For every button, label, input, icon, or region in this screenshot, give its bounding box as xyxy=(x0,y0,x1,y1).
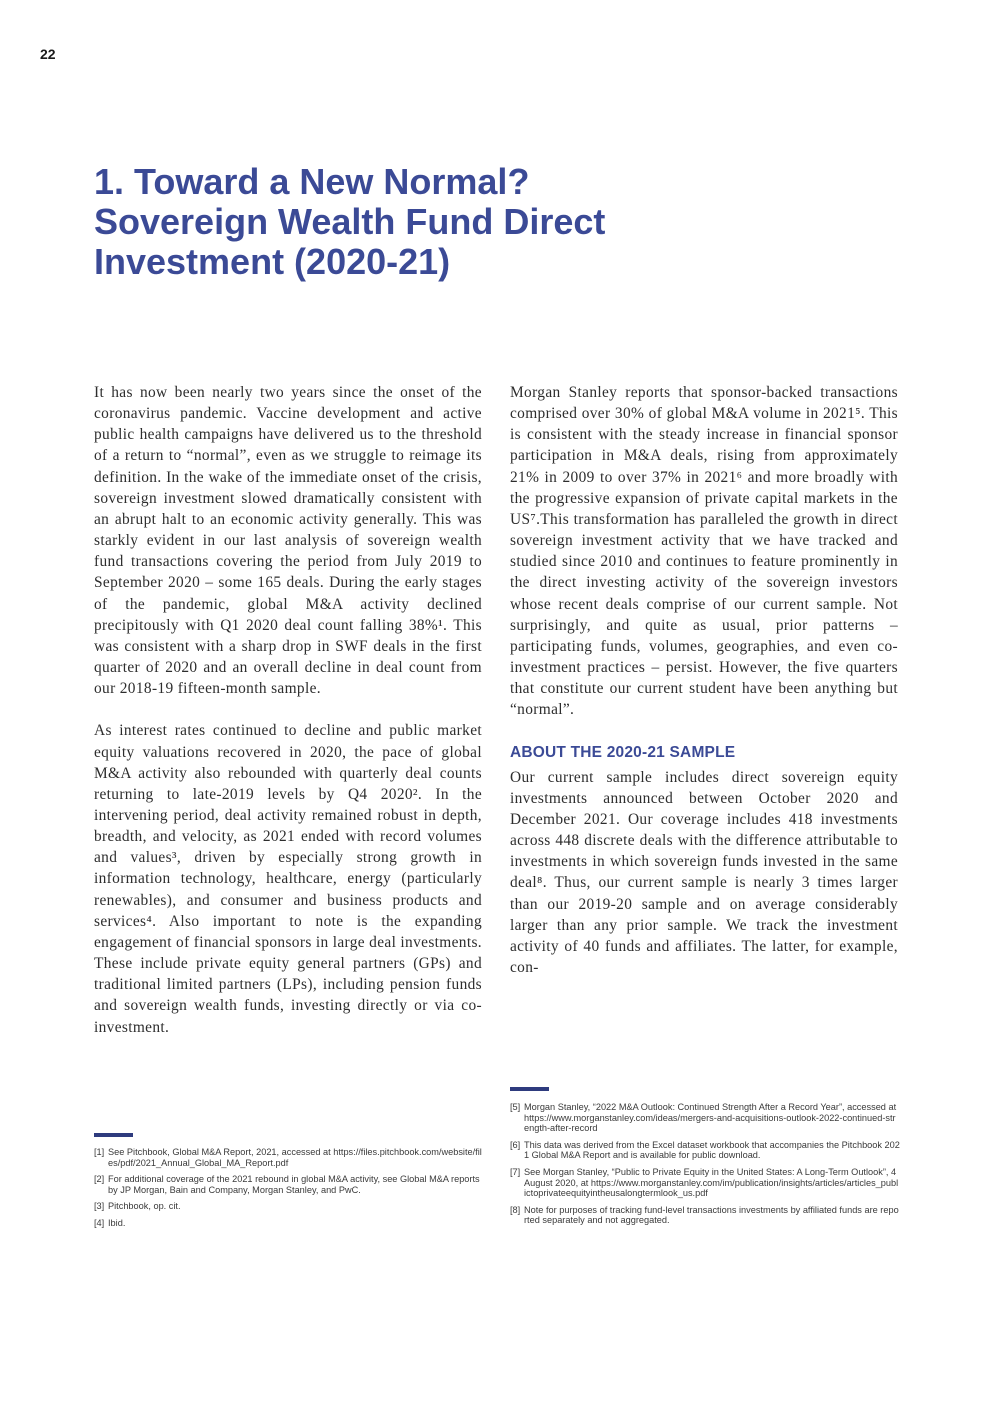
footnote-marker: [3] xyxy=(94,1201,105,1212)
body-column-left xyxy=(94,382,482,1059)
page-number: 22 xyxy=(40,46,56,62)
footnote xyxy=(510,1205,900,1226)
footnote-divider xyxy=(510,1087,549,1091)
footnote-text: This data was derived from the Excel dataset workbook that accompanies the Pitchbook 2021 Global M&A Report and is available for public download. xyxy=(524,1139,900,1161)
footnote-marker: [4] xyxy=(94,1217,105,1228)
body-paragraph: Morgan Stanley reports that sponsor-backed transactions comprised over 30% of global M&A volume in 2021⁵. This is consistent with the steady increase in financial sponsor participation in M&A deals, rising from approximately 21% in 2009 to over 37% in 2021⁶ and more broadly with the progressive expansion of private capital markets in the US⁷.This transformation has paralleled the growth in direct sovereign investment activity that we have tracked and studied since 2010 and continues to feature prominently in the direct investing activity of the sovereign investors whose recent deals comprise of our current sample. Not surprisingly, and quite as usual, prior patterns – participating funds, volumes, geographies, and even co-investment practices – persist. However, the five quarters that constitute our current student have been anything but “normal”. xyxy=(510,384,898,719)
footnote-text: Note for purposes of tracking fund-level transactions investments by affiliated funds are reported separately and not aggregated. xyxy=(524,1204,899,1226)
footnote-marker: [2] xyxy=(94,1174,105,1185)
chapter-title xyxy=(94,162,734,282)
body-paragraph: As interest rates continued to decline and public market equity valuations recovered in 2020, the pace of global M&A activity also rebounded with quarterly deal counts returning to late-2019 levels by Q4 2020². In the intervening period, deal activity remained robust in depth, breadth, and velocity, as 2021 ended with record volumes and values³, driven by especially strong growth in information technology, healthcare, energy (particularly renewables), and consumer and business products and services⁴. Also important to note is the expanding engagement of financial sponsors in large deal investments. These include private equity general partners (GPs) and traditional limited partners (LPs), including pension funds and sovereign wealth funds, investing directly or via co-investment. xyxy=(94,722,482,1036)
footnote-marker: [6] xyxy=(510,1139,521,1150)
footnote-text: Pitchbook, op. cit. xyxy=(108,1201,181,1212)
footnote-text: See Pitchbook, Global M&A Report, 2021, accessed at https://files.pitchbook.com/website/files/pdf/2021_Annual_Global_MA_Report.pdf xyxy=(108,1147,482,1168)
chapter-title-line: 1. Toward a New Normal? xyxy=(94,161,530,202)
footnote xyxy=(94,1218,484,1229)
footnote xyxy=(510,1167,900,1199)
footnote-marker: [5] xyxy=(510,1102,521,1112)
chapter-title-line: Sovereign Wealth Fund Direct xyxy=(94,201,606,242)
body-paragraph: It has now been nearly two years since the onset of the coronavirus pandemic. Vaccine development and active public health campaigns have delivered us to the threshold of a return to “normal”, even as we struggle to reimage its definition. In the wake of the immediate onset of the crisis, sovereign investment slowed dramatically consistent with an abrupt halt to an economic activity generally. This was starkly evident in our last analysis of sovereign wealth fund transactions covering the period from July 2019 to September 2020 – some 165 deals. During the early stages of the pandemic, global M&A activity declined precipitously with Q1 2020 deal count falling 38%¹. This was consistent with a sharp drop in SWF deals in the first quarter of 2020 and an overall decline in deal count from our 2018-19 fifteen-month sample. xyxy=(94,384,482,698)
footnote xyxy=(510,1140,900,1161)
body-column-right xyxy=(510,382,898,999)
footnote xyxy=(94,1147,484,1168)
footnote-text: Ibid. xyxy=(108,1217,126,1228)
footnote xyxy=(94,1201,484,1212)
footnotes-left xyxy=(94,1147,484,1235)
footnote-marker: [8] xyxy=(510,1204,521,1215)
footnote-text: For additional coverage of the 2021 rebound in global M&A activity, see Global M&A reports by JP Morgan, Bain and Company, Morgan Stanley, and PwC. xyxy=(108,1174,480,1195)
footnote-text: Morgan Stanley, “2022 M&A Outlook: Continued Strength After a Record Year”, accessed at https://www.morganstanley.com/ideas/mergers-and-acquisitions-outlook-2022-continued-strength-after-record xyxy=(524,1102,897,1134)
footnotes-right xyxy=(510,1102,900,1232)
section-heading: ABOUT THE 2020-21 SAMPLE xyxy=(510,743,736,761)
chapter-title-line: Investment (2020-21) xyxy=(94,241,451,282)
body-paragraph: Our current sample includes direct sovereign equity investments announced between October 2020 and December 2021. Our coverage includes 418 investments across 448 discrete deals with the difference attributable to investments in which sovereign funds invested in the same deal⁸. Thus, our current sample is nearly 3 times larger than our 2019-20 sample and on average considerably larger than any prior sample. We track the investment activity of 40 funds and affiliates. The latter, for example, con- xyxy=(510,768,898,977)
footnote xyxy=(510,1102,900,1134)
footnote-text: See Morgan Stanley, “Public to Private Equity in the United States: A Long-Term Outlook”, 4 August 2020, at https://www.morganstanley.com/im/publication/insights/articles/articles_publictoprivateequityintheusalongtermlook_us.pdf xyxy=(524,1166,899,1199)
footnote-marker: [1] xyxy=(94,1147,105,1157)
footnote xyxy=(94,1174,484,1195)
footnote-marker: [7] xyxy=(510,1166,521,1177)
footnote-divider xyxy=(94,1133,133,1137)
